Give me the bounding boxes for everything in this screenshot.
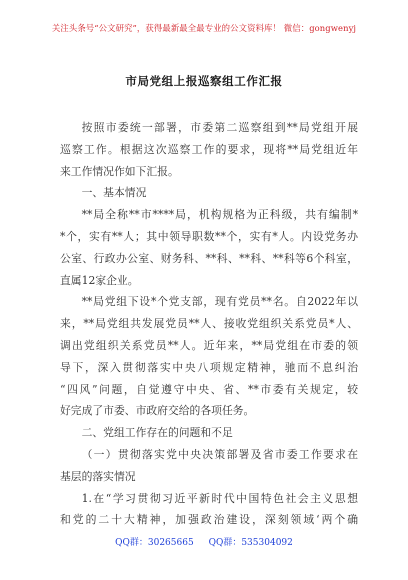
header-banner: 关注头条号“公文研究”，获得最新最全最专业的公文资料库！ 微信：gongwenyj (51, 23, 357, 33)
subsection-heading: 基层的落实情况 (60, 469, 136, 483)
body-line: 按照市委统一部署，市委第二巡察组到**局党组开展 (81, 121, 358, 134)
body-line: 公室、行政办公室、财务科、**科、**科、**科等6个科室， (60, 251, 358, 265)
body-line: **局全称**市****局，机构规格为正科级，共有编制* (81, 208, 358, 222)
body-line: 和党的二十大精神，加强政治建设，深刻领域‘两个确 (60, 513, 358, 527)
body-line: 巡察工作。根据这次巡察工作的要求，现将**局党组近年 (60, 142, 358, 156)
footer-contact (0, 535, 408, 548)
qq-group-2: QQ群：535304092 (208, 538, 293, 548)
section-heading: 一、基本情况 (81, 186, 147, 200)
body-line: *个，实有**人；其中领导职数**个，实有*人。内设党务办 (60, 229, 358, 243)
body-line: **局党组下设*个党支部，现有党员**名。自2022年以 (81, 295, 358, 309)
body-line: 直属12家企业。 (60, 273, 139, 287)
body-line: 调出党组织关系党员**人。近年来，**局党组在市委的领 (60, 338, 358, 352)
subsection-heading: （一）贯彻落实党中央决策部署及省市委工作要求在 (81, 447, 358, 461)
document-body (60, 117, 358, 531)
section-heading: 二、党组工作存在的问题和不足 (81, 426, 233, 440)
body-line: 1.在“学习贯彻习近平新时代中国特色社会主义思想 (81, 491, 358, 505)
body-line: 来工作情况作如下汇报。 (60, 164, 179, 178)
body-line: 好完成了市委、市政府交给的各项任务。 (60, 404, 255, 418)
qq-group-1: QQ群：30265665 (115, 538, 194, 548)
body-line: 导下，深入贯彻落实中央八项规定精神，驰而不息纠治 (60, 360, 358, 374)
body-line: “四风”问题，自觉遵守中央、省、**市委有关规定，较 (60, 382, 358, 396)
document-title: 市局党组上报巡察组工作汇报 (125, 74, 283, 88)
body-line: 来，**局党组共发展党员**人、接收党组织关系党员*人、 (60, 317, 358, 331)
